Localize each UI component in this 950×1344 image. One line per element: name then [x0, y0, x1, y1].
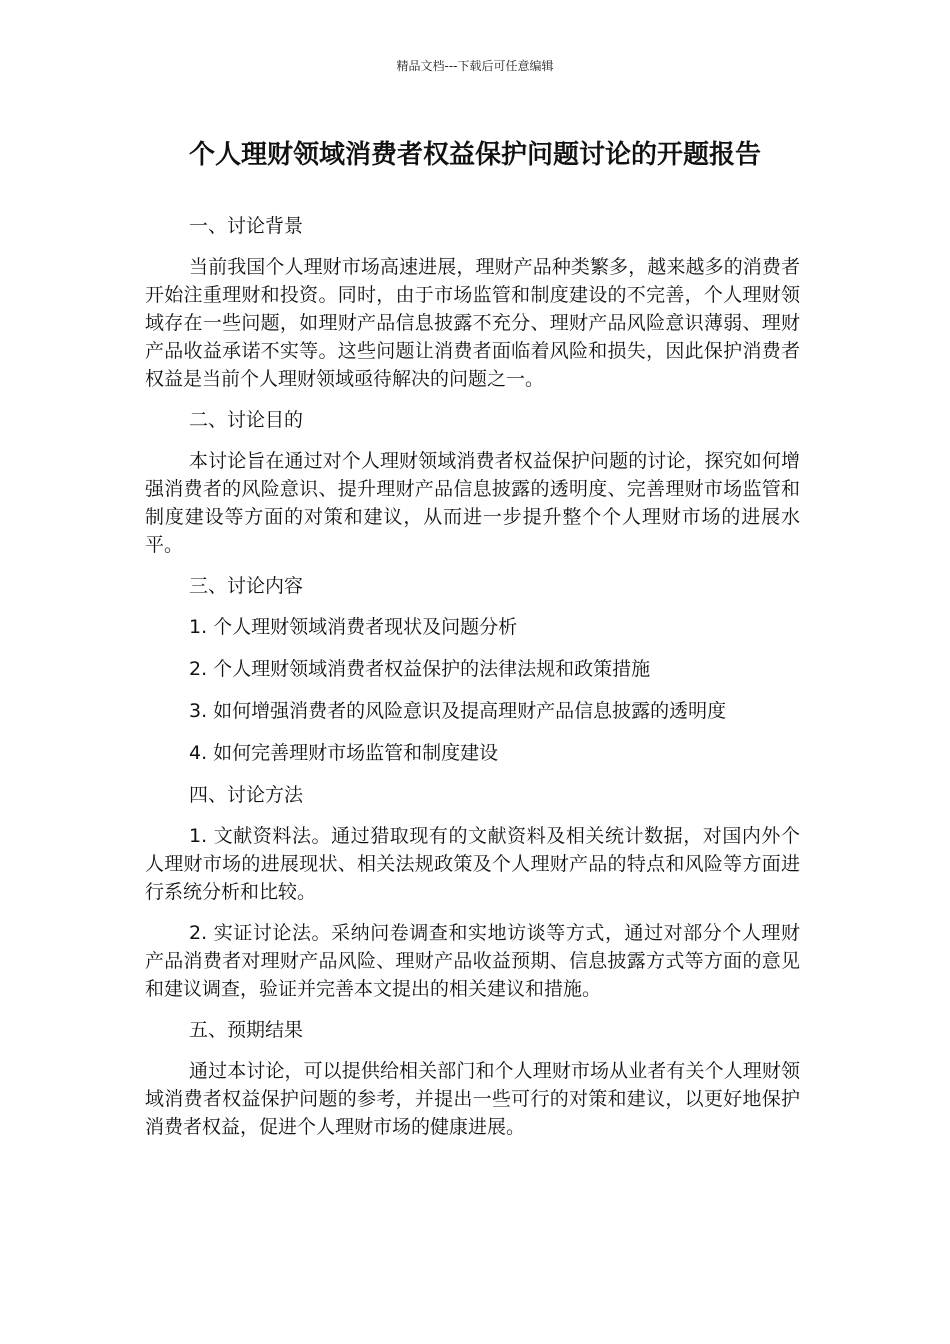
- content-list-item: 3. 如何增强消费者的风险意识及提高理财产品信息披露的透明度: [189, 700, 727, 722]
- paragraph-method-literature: 1. 文献资料法。通过猎取现有的文献资料及相关统计数据，对国内外个人理财市场的进展现状、相关法规政策及个人理财产品的特点和风险等方面进行系统分析和比较。: [145, 825, 800, 903]
- content-list-item: 2. 个人理财领域消费者权益保护的法律法规和政策措施: [189, 658, 651, 680]
- paragraph-purpose: 本讨论旨在通过对个人理财领域消费者权益保护问题的讨论，探究如何增强消费者的风险意识、提升理财产品信息披露的透明度、完善理财市场监管和制度建设等方面的对策和建议，从而进一步提升整个个人理财市场的进展水平。: [145, 450, 800, 556]
- document-title: 个人理财领域消费者权益保护问题讨论的开题报告: [188, 140, 761, 170]
- section-heading-methods: 四、讨论方法: [189, 784, 304, 806]
- section-heading-results: 五、预期结果: [189, 1019, 304, 1041]
- section-heading-content: 三、讨论内容: [189, 575, 304, 597]
- content-list-item: 4. 如何完善理财市场监管和制度建设: [189, 742, 499, 764]
- section-heading-background: 一、讨论背景: [189, 215, 304, 237]
- paragraph-method-empirical: 2. 实证讨论法。采纳问卷调查和实地访谈等方式，通过对部分个人理财产品消费者对理财产品风险、理财产品收益预期、信息披露方式等方面的意见和建议调查，验证并完善本文提出的相关建议和措施。: [145, 922, 800, 1000]
- paragraph-results: 通过本讨论，可以提供给相关部门和个人理财市场从业者有关个人理财领域消费者权益保护问题的参考，并提出一些可行的对策和建议，以更好地保护消费者权益，促进个人理财市场的健康进展。: [145, 1060, 800, 1138]
- document-body: [145, 212, 800, 1154]
- content-list-item: 1. 个人理财领域消费者现状及问题分析: [189, 616, 518, 638]
- page-header: 精品文档---下载后可任意编辑: [396, 59, 554, 73]
- paragraph-background: 当前我国个人理财市场高速进展，理财产品种类繁多，越来越多的消费者开始注重理财和投资。同时，由于市场监管和制度建设的不完善，个人理财领域存在一些问题，如理财产品信息披露不充分、理财产品风险意识薄弱、理财产品收益承诺不实等。这些问题让消费者面临着风险和损失，因此保护消费者权益是当前个人理财领域亟待解决的问题之一。: [145, 256, 800, 390]
- section-heading-purpose: 二、讨论目的: [189, 409, 304, 431]
